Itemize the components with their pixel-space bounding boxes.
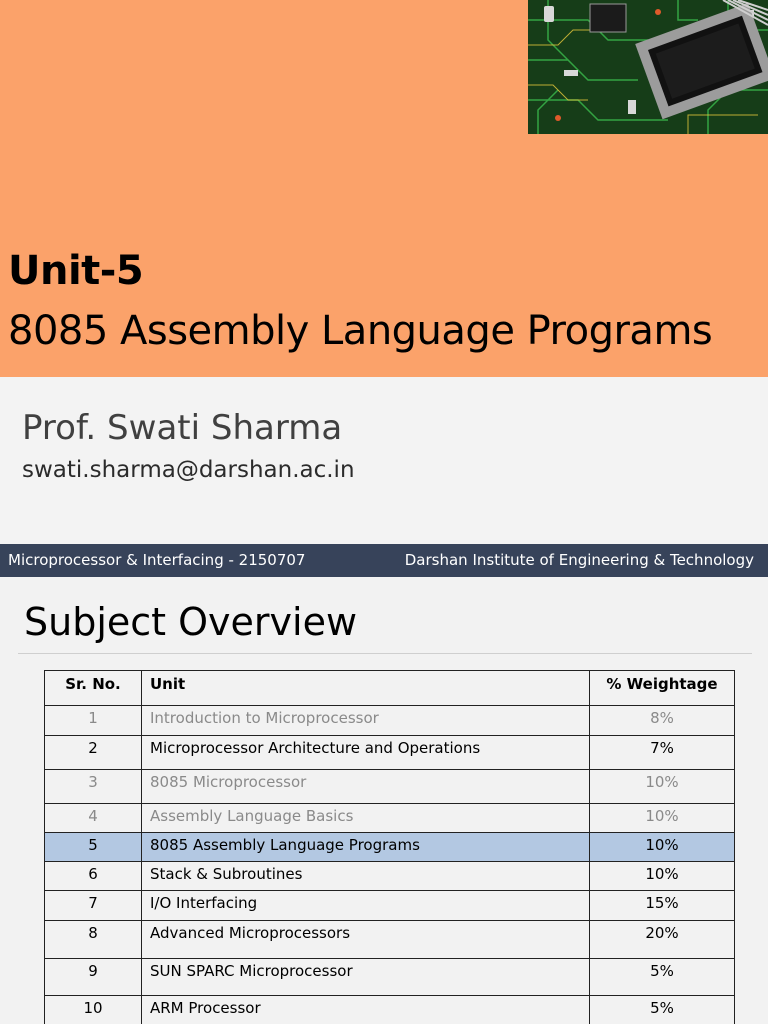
unit-cell: Introduction to Microprocessor — [142, 706, 590, 736]
header-sr-no: Sr. No. — [45, 671, 142, 706]
sr-no-cell: 8 — [45, 921, 142, 959]
table-row — [45, 706, 735, 736]
unit-title: 8085 Assembly Language Programs — [8, 308, 713, 354]
table-row — [45, 921, 735, 959]
table-row — [45, 996, 735, 1024]
table-row — [45, 891, 735, 921]
table-header-row — [45, 671, 735, 706]
footer-subject: Microprocessor & Interfacing - 2150707 — [8, 551, 306, 569]
table-row — [45, 862, 735, 891]
sr-no-cell: 9 — [45, 959, 142, 996]
weightage-cell: 10% — [590, 833, 735, 862]
weightage-cell: 20% — [590, 921, 735, 959]
circuit-board-image — [528, 0, 768, 134]
unit-cell: 8085 Assembly Language Programs — [142, 833, 590, 862]
footer-bar — [0, 544, 768, 577]
unit-cell: I/O Interfacing — [142, 891, 590, 921]
weightage-cell: 10% — [590, 770, 735, 804]
sr-no-cell: 10 — [45, 996, 142, 1024]
sr-no-cell: 3 — [45, 770, 142, 804]
title-divider — [18, 653, 752, 654]
unit-cell: Assembly Language Basics — [142, 804, 590, 833]
unit-cell: ARM Processor — [142, 996, 590, 1024]
weightage-cell: 8% — [590, 706, 735, 736]
sr-no-cell: 2 — [45, 736, 142, 770]
unit-cell: Stack & Subroutines — [142, 862, 590, 891]
unit-cell: SUN SPARC Microprocessor — [142, 959, 590, 996]
sr-no-cell: 1 — [45, 706, 142, 736]
table-row — [45, 959, 735, 996]
weightage-table — [44, 670, 735, 1024]
weightage-cell: 5% — [590, 959, 735, 996]
weightage-cell: 10% — [590, 862, 735, 891]
weightage-cell: 15% — [590, 891, 735, 921]
unit-cell: Advanced Microprocessors — [142, 921, 590, 959]
weightage-cell: 10% — [590, 804, 735, 833]
table-row — [45, 770, 735, 804]
professor-email: swati.sharma@darshan.ac.in — [22, 457, 355, 483]
sr-no-cell: 6 — [45, 862, 142, 891]
overview-slide — [0, 578, 768, 1024]
table-row — [45, 736, 735, 770]
unit-cell: Microprocessor Architecture and Operations — [142, 736, 590, 770]
professor-name: Prof. Swati Sharma — [22, 408, 343, 448]
sr-no-cell: 4 — [45, 804, 142, 833]
overview-title: Subject Overview — [24, 600, 358, 644]
footer-institute: Darshan Institute of Engineering & Technology — [404, 551, 754, 569]
table-row — [45, 804, 735, 833]
sr-no-cell: 7 — [45, 891, 142, 921]
unit-cell: 8085 Microprocessor — [142, 770, 590, 804]
header-unit: Unit — [142, 671, 590, 706]
weightage-cell: 5% — [590, 996, 735, 1024]
table-row-highlighted — [45, 833, 735, 862]
weightage-cell: 7% — [590, 736, 735, 770]
unit-label: Unit-5 — [8, 248, 144, 294]
header-weightage: % Weightage — [590, 671, 735, 706]
sr-no-cell: 5 — [45, 833, 142, 862]
